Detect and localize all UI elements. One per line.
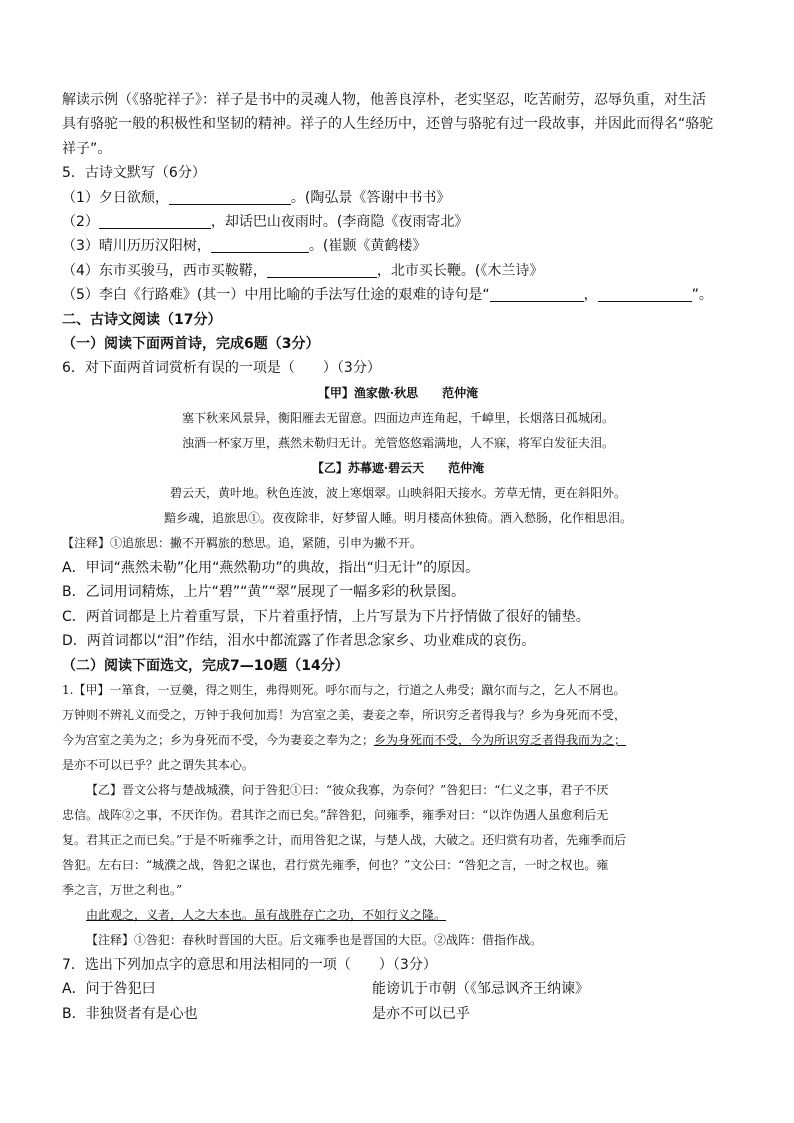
part2-title: 二、古诗文阅读（17分） — [62, 311, 222, 328]
poem-note: 【注释】①追旅思：撇不开羁旅的愁思。追，紧随，引申为撇不开。 — [62, 535, 423, 550]
q5-title: 5．古诗文默写（6分） — [62, 165, 206, 182]
intro-line-3: 祥子”。 — [62, 140, 112, 157]
q6-option-c[interactable]: C．两首词都是上片着重写景，下片着重抒情，上片写景为下片抒情做了很好的铺垫。 — [62, 608, 590, 625]
underlined-sentence: 乡为身死而不受，今为所识穷乏者得我而为之； — [374, 732, 627, 747]
passage-b-line-5: 季之言，万世之利也。” — [62, 882, 183, 897]
part2-sub2: （二）阅读下面选文，完成7—10题（14分） — [62, 657, 349, 674]
q5-item-3: （3）晴川历历汉阳树， 。(崔颢《黄鹤楼》 — [62, 238, 427, 255]
passage-b-line-4: 咎犯。左右曰：“城濮之战，咎犯之谋也，君行赏先雍季，何也？”文公曰：“咎犯之言，一时之权也。雍 — [62, 857, 609, 872]
q7-stem: 7．选出下列加点字的意思和用法相同的一项（ ）（3分） — [62, 956, 437, 973]
passage-b-line-1: 【乙】晋文公将与楚战城濮，问于咎犯①曰：“彼众我寡，为奈何？”咎犯曰：“仁义之事，君子不厌 — [86, 782, 609, 797]
q6-stem: 6．对下面两首词赏析有误的一项是（ ）（3分） — [62, 360, 381, 377]
passage-a-line-1: 1.【甲】一箪食，一豆羹，得之则生，弗得则死。呼尔而与之，行道之人弗受；蹴尔而与之，乞人不屑也。 — [62, 682, 626, 697]
answer-blank[interactable] — [169, 190, 291, 205]
part2-sub1: （一）阅读下面两首诗，完成6题（3分） — [62, 336, 320, 353]
poem2-line-1: 碧云天，黄叶地。秋色连波，波上寒烟翠。山映斜阳天接水。芳草无情，更在斜阳外。 — [169, 485, 626, 500]
q5-item-1: （1）夕日欲颓， 。(陶弘景《答谢中书书》 — [62, 189, 451, 206]
passage-a-line-4: 是亦不可以已乎？此之谓失其本心。 — [62, 757, 255, 772]
answer-blank[interactable] — [267, 263, 377, 278]
poem2-line-2: 黯乡魂，追旅思①。夜夜除非，好梦留人睡。明月楼高休独倚。酒入愁肠，化作相思泪。 — [163, 510, 632, 525]
intro-line-1: 解读示例（《骆驼祥子》：祥子是书中的灵魂人物，他善良淳朴，老实坚忍，吃苦耐劳，忍辱负重，对生活 — [62, 92, 706, 108]
passage-b-line-6: 由此观之，义者，人之大本也。虽有战胜存亡之功，不如行义之隆。 — [86, 907, 447, 922]
answer-blank[interactable] — [598, 287, 692, 302]
q5-item-2: （2） ，却话巴山夜雨时。(李商隐《夜雨寄北》 — [62, 214, 469, 231]
answer-blank[interactable] — [211, 238, 309, 253]
q5-item-4: （4）东市买骏马，西市买鞍鞯， ，北市买长鞭。(《木兰诗》 — [62, 262, 544, 279]
q6-option-d[interactable]: D．两首词都以“泪”作结，泪水中都流露了作者思念家乡、功业难成的哀伤。 — [62, 633, 536, 650]
exam-page — [62, 88, 734, 1026]
intro-line-2: 具有骆驼一般的积极性和坚韧的精神。祥子的人生经历中，还曾与骆驼有过一段故事，并因此而得名“骆驼 — [62, 116, 714, 133]
passage-a-line-3: 今为宫室之美为之；乡为身死而不受，今为妻妾之奉为之；乡为身死而不受，今为所识穷乏者得我而为之； — [62, 732, 627, 747]
passage-b-line-2: 忠信。战阵②之事，不厌诈伪。君其诈之而已矣。”辞咎犯，问雍季，雍季对曰：“以诈伪遇人虽愈利后无 — [62, 807, 609, 822]
q6-option-b[interactable]: B．乙词用词精炼，上片“碧”“黄”“翠”展现了一幅多彩的秋景图。 — [62, 584, 466, 601]
poem1-title: 【甲】渔家傲·秋思 范仲淹 — [317, 385, 479, 400]
poem1-line-2: 浊酒一杯家万里，燕然未勒归无计。羌管悠悠霜满地，人不寐，将军白发征夫泪。 — [181, 435, 614, 450]
passage-a-line-2: 万钟则不辨礼义而受之，万钟于我何加焉！为宫室之美，妻妾之奉，所识穷乏者得我与？乡为身死而不受， — [62, 707, 627, 722]
poem1-line-1: 塞下秋来风景异，衡阳雁去无留意。四面边声连角起，千嶂里，长烟落日孤城闭。 — [181, 410, 614, 425]
poem2-title: 【乙】苏幕遮·碧云天 范仲淹 — [311, 460, 485, 475]
q7-option-b[interactable]: B．非独贤者有是心也 是亦不可以已乎 — [62, 1005, 470, 1022]
q7-option-a[interactable]: A．问于咎犯曰 能谤讥于市朝（《邹忌讽齐王纳谏》 — [62, 981, 589, 998]
answer-blank[interactable] — [99, 214, 211, 229]
passage-b-line-3: 复。君其正之而已矣。”于是不听雍季之计，而用咎犯之谋，与楚人战，大破之。还归赏有功者，先雍季而后 — [62, 832, 627, 847]
q5-item-5: （5）李白《行路难》(其一）中用比喻的手法写仕途的艰难的诗句是“ ， ”。 — [62, 287, 713, 304]
q6-option-a[interactable]: A．甲词“燕然未勒”化用“燕然勒功”的典故，指出“归无计”的原因。 — [62, 559, 480, 576]
answer-blank[interactable] — [490, 287, 584, 302]
passage-note: 【注释】①咎犯：春秋时晋国的大臣。后文雍季也是晋国的大臣。②战阵：借指作战。 — [86, 932, 543, 947]
